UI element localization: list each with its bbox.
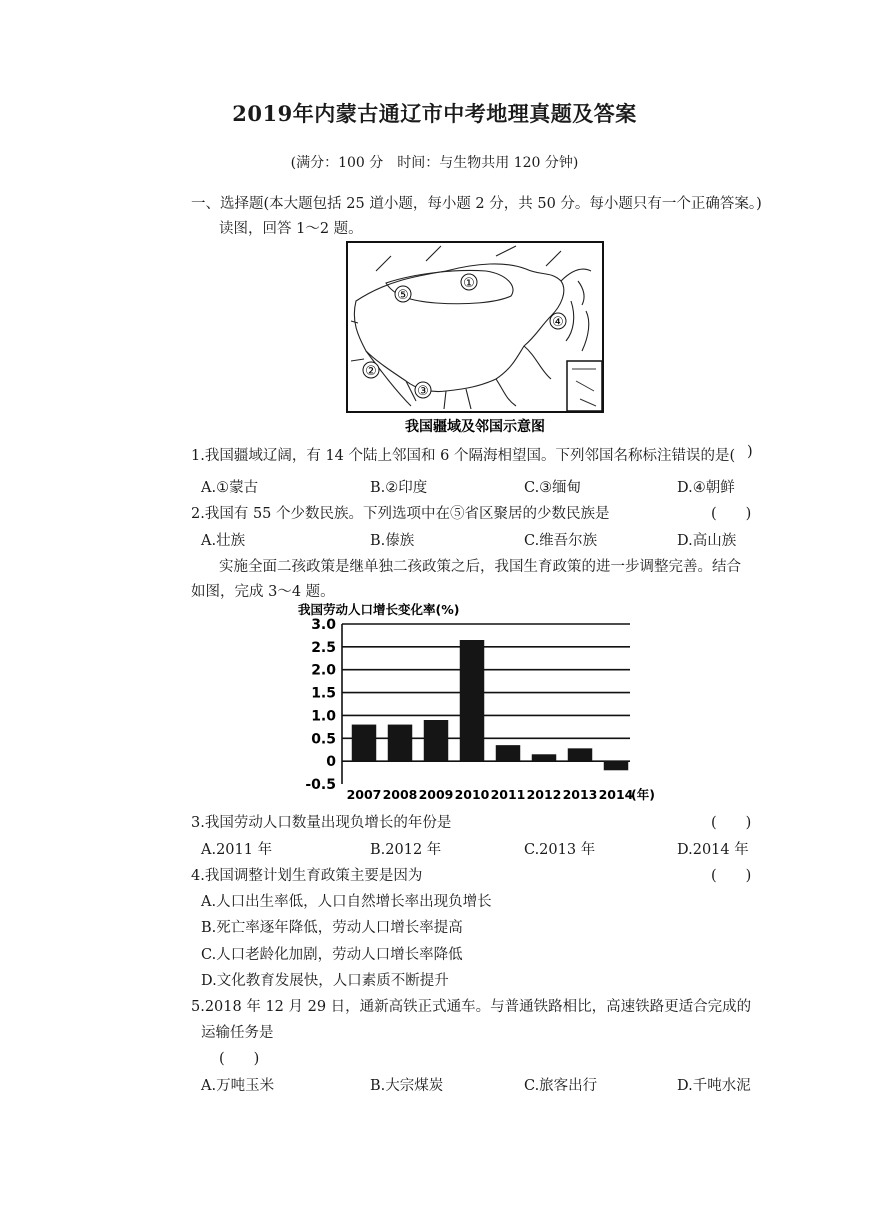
bar-2014 [604, 761, 628, 770]
x-tick-label: 2010 [454, 787, 490, 802]
bar-2007 [352, 725, 376, 762]
q1-stem: 1.我国疆域辽阔，有 14 个陆上邻国和 6 个隔海相望国。下列邻国名称标注错误的是( [191, 448, 736, 464]
q4-option-d: D.文化教育发展快，人口素质不断提升 [201, 973, 449, 989]
section-header: 一、选择题(本大题包括 25 道小题，每小题 2 分，共 50 分。每小题只有一个正确答案。) [191, 196, 762, 212]
q5-option-d: D.千吨水泥 [677, 1078, 751, 1094]
x-tick-label: 2011 [490, 787, 526, 802]
chart-y-ticks [305, 617, 336, 793]
chart-title: 我国劳动人口增长变化率(%) [298, 602, 460, 617]
q2-answer-paren: ( ) [711, 506, 752, 522]
y-tick-label: 2.0 [311, 662, 336, 679]
q4-stem: 4.我国调整计划生育政策主要是因为 [191, 868, 423, 884]
q3-option-d: D.2014 年 [677, 842, 749, 858]
bar-2011 [496, 745, 520, 761]
q1-paren-close: ) [747, 444, 753, 460]
bar-2012 [532, 754, 556, 761]
q5-stem-line1: 5.2018 年 12 月 29 日，通新高铁正式通车。与普通铁路相比，高速铁路更适合完成的 [191, 999, 752, 1015]
bar-2009 [424, 720, 448, 761]
q5-option-b: B.大宗煤炭 [370, 1078, 444, 1094]
q3-option-b: B.2012 年 [370, 842, 442, 858]
intro-q3-4-line2: 如图，完成 3～4 题。 [191, 584, 335, 600]
q2-option-c: C.维吾尔族 [524, 533, 598, 549]
q4-answer-paren: ( ) [711, 868, 752, 884]
q3-answer-paren: ( ) [711, 815, 752, 831]
page-title: 2019年内蒙古通辽市中考地理真题及答案 [232, 101, 637, 126]
x-tick-label: 2009 [418, 787, 454, 802]
chart-x-unit: (年) [631, 787, 655, 802]
q4-option-c: C.人口老龄化加剧，劳动人口增长率降低 [201, 947, 463, 963]
y-tick-label: 1.5 [311, 685, 336, 702]
q1-option-a: A.①蒙古 [201, 480, 259, 496]
chart-bars [352, 640, 628, 770]
q5-answer-paren: ( ) [219, 1051, 260, 1067]
y-tick-label: 0 [326, 754, 336, 771]
q3-option-c: C.2013 年 [524, 842, 596, 858]
map-label-2: ② [365, 364, 377, 379]
y-tick-label: -0.5 [305, 777, 336, 793]
map-label-3: ③ [417, 384, 429, 399]
intro-q1-2: 读图，回答 1～2 题。 [219, 221, 363, 237]
q2-stem: 2.我国有 55 个少数民族。下列选项中在⑤省区聚居的少数民族是 [191, 506, 610, 522]
q4-option-a: A.人口出生率低，人口自然增长率出现负增长 [201, 894, 492, 910]
labor-growth-chart [290, 600, 670, 806]
q1-option-c: C.③缅甸 [524, 480, 582, 496]
q1-option-d: D.④朝鲜 [677, 480, 735, 496]
q2-option-d: D.高山族 [677, 533, 737, 549]
q5-option-c: C.旅客出行 [524, 1078, 598, 1094]
page-subtitle: (满分：100 分 时间：与生物共用 120 分钟) [290, 155, 579, 171]
map-label-1: ① [463, 276, 475, 291]
q2-option-a: A.壮族 [201, 533, 246, 549]
y-tick-label: 0.5 [311, 731, 336, 748]
q3-stem: 3.我国劳动人口数量出现负增长的年份是 [191, 815, 452, 831]
q5-option-a: A.万吨玉米 [201, 1078, 275, 1094]
map-label-5: ⑤ [397, 288, 409, 303]
q3-option-a: A.2011 年 [201, 842, 273, 858]
china-map-figure [346, 241, 604, 437]
x-tick-label: 2013 [562, 787, 598, 802]
x-tick-label: 2014 [598, 787, 634, 802]
chart-x-ticks [347, 787, 634, 802]
map-caption: 我国疆域及邻国示意图 [405, 419, 545, 435]
q4-option-b: B.死亡率逐年降低，劳动人口增长率提高 [201, 920, 463, 936]
y-tick-label: 3.0 [311, 617, 336, 633]
q1-option-b: B.②印度 [370, 480, 428, 496]
bar-2013 [568, 748, 592, 761]
q5-stem-line2: 运输任务是 [201, 1025, 274, 1041]
bar-2008 [388, 725, 412, 762]
y-tick-label: 1.0 [311, 708, 336, 725]
x-tick-label: 2008 [382, 787, 418, 802]
y-tick-label: 2.5 [311, 639, 336, 656]
x-tick-label: 2007 [346, 787, 382, 802]
bar-2010 [460, 640, 484, 761]
q2-option-b: B.傣族 [370, 533, 415, 549]
x-tick-label: 2012 [526, 787, 562, 802]
intro-q3-4-line1: 实施全面二孩政策是继单独二孩政策之后，我国生育政策的进一步调整完善。结合 [219, 559, 741, 575]
map-label-4: ④ [552, 315, 564, 330]
